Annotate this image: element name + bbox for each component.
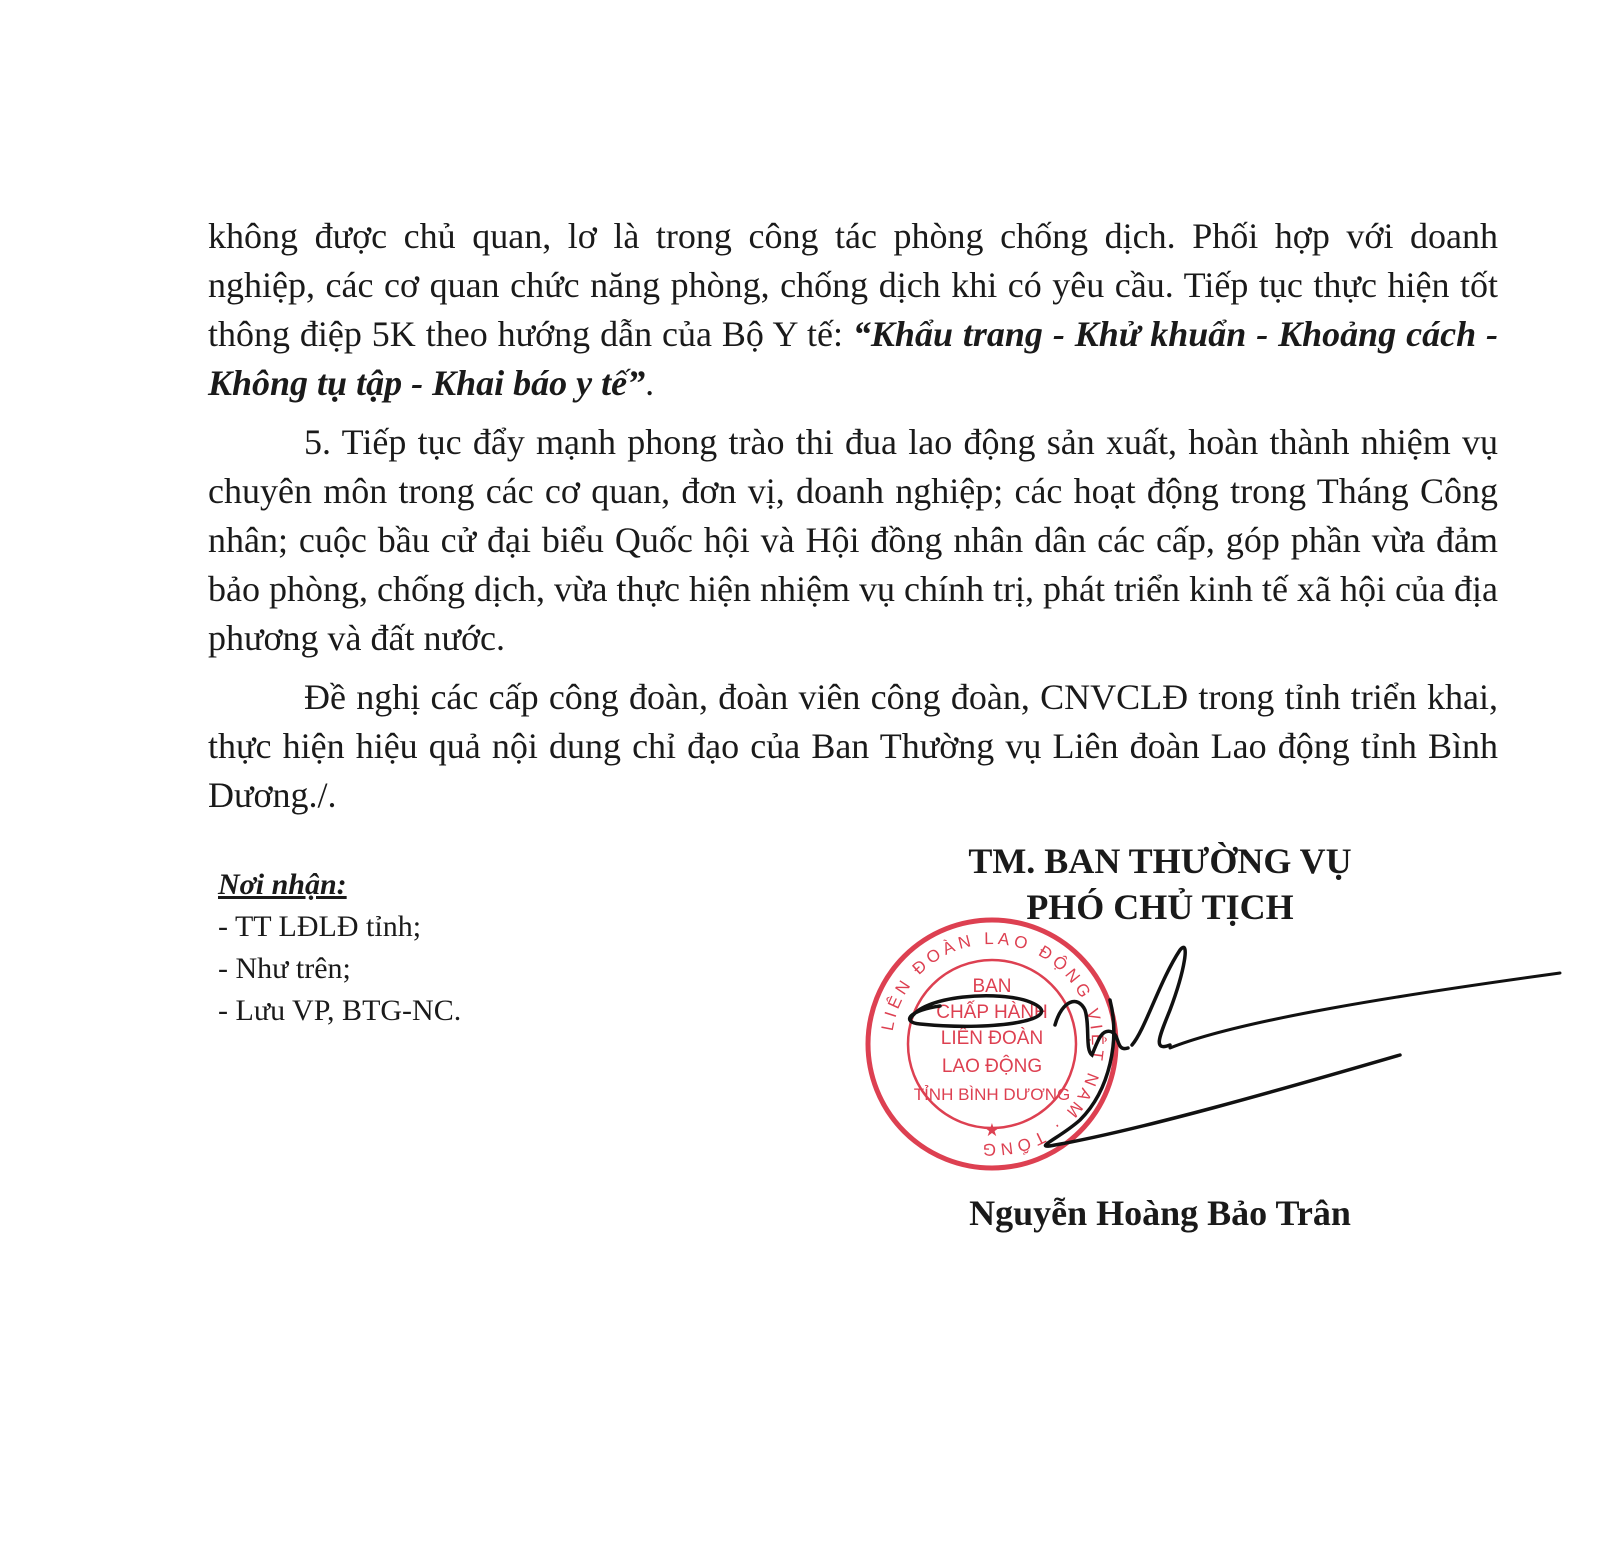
signatory-line-2: PHÓ CHỦ TỊCH: [1026, 887, 1294, 927]
signer-name: Nguyễn Hoàng Bảo Trân: [969, 1193, 1351, 1233]
svg-text:LIÊN ĐOÀN: LIÊN ĐOÀN: [940, 1028, 1044, 1049]
recipient-item: - TT LĐLĐ tỉnh;: [218, 910, 422, 943]
paragraph-1-end: .: [645, 363, 655, 403]
paragraph-5: 5. Tiếp tục đẩy mạnh phong trào thi đua lao động sản xuất, hoàn thành nhiệm vụ chuyên môn trong các cơ quan, đơn vị, doanh nghiệp; các hoạt động trong Tháng Công nhân; cuộc bầu cử đại biểu Quốc hội và Hội đồng nhân dân các cấp, góp phần vừa đảm bảo phòng, chống dịch, vừa thực hiện nhiệm vụ chính trị, phát triển kinh tế xã hội của địa phương và đất nước.: [208, 422, 1498, 658]
svg-text:LAO ĐỘNG: LAO ĐỘNG: [941, 1056, 1043, 1077]
recipients-block: [218, 864, 638, 1032]
paragraph-closing: Đề nghị các cấp công đoàn, đoàn viên công đoàn, CNVCLĐ trong tỉnh triển khai, thực hiện hiệu quả nội dung chỉ đạo của Ban Thường vụ Liên đoàn Lao động tỉnh Bình Dương./.: [208, 677, 1498, 815]
paragraph-1: [208, 212, 1498, 408]
recipient-item: - Lưu VP, BTG-NC.: [218, 994, 462, 1027]
svg-text:TỈNH BÌNH DƯƠNG: TỈNH BÌNH DƯƠNG: [913, 1085, 1071, 1104]
document-body: [208, 212, 1498, 830]
svg-text:CHẤP HÀNH: CHẤP HÀNH: [936, 1002, 1048, 1023]
5k-message-quote: “Khẩu trang - Khử khuẩn - Khoảng cách - Không tụ tập - Khai báo y tế”: [208, 314, 1498, 403]
paragraph-1-text: không được chủ quan, lơ là trong công tác phòng chống dịch. Phối hợp với doanh nghiệp, các cơ quan chức năng phòng, chống dịch khi có yêu cầu. Tiếp tục thực hiện tốt thông điệp 5K theo hướng dẫn của Bộ Y tế:: [208, 216, 1498, 354]
signatory-line-1: TM. BAN THƯỜNG VỤ: [968, 841, 1352, 881]
handwritten-signature: [880, 940, 1620, 1200]
svg-text:BAN: BAN: [972, 976, 1012, 997]
seal-ring-text: LIÊN ĐOÀN LAO ĐỘNG VIỆT NAM · TỔNG: [877, 928, 1108, 1160]
recipients-heading: Nơi nhận:: [218, 868, 347, 901]
recipient-item: - Như trên;: [218, 952, 351, 985]
seal-star-icon: ★: [983, 1120, 1001, 1141]
